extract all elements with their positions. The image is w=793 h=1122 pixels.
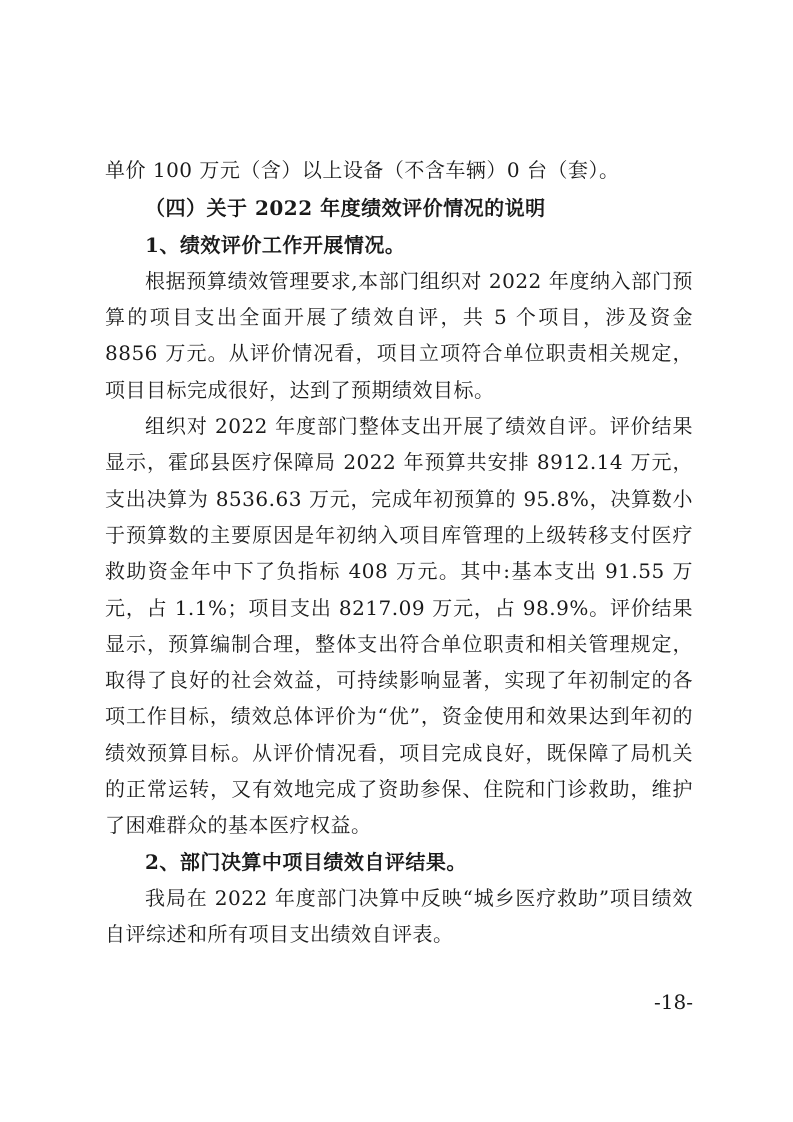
section-heading: （四）关于 2022 年度绩效评价情况的说明 <box>145 196 546 221</box>
paragraph-final-accounts: 我局在 2022 年度部门决算中反映“城乡医疗救助”项目绩效自评综述和所有项目支出绩效自评表。 <box>105 885 693 947</box>
page-number: -18- <box>654 990 693 1014</box>
subheading-self-evaluation-results: 2、部门决算中项目绩效自评结果。 <box>145 849 467 874</box>
paragraph-overall-evaluation: 组织对 2022 年度部门整体支出开展了绩效自评。评价结果显示，霍邱县医疗保障局 2022 年预算共安排 8912.14 万元，支出决算为 8536.63 万元，完成年初预算的 95.8%，决算数小于预算数的主要原因是年初纳入项目库管理的上级转移支付医疗救助资金年中下了负指标 408 万元。其中:基本支出 91.55 万元，占 1.1%；项目支出 8217.09 万元，占 98.9%。评价结果显示，预算编制合理，整体支出符合单位职责和相关管理规定，取得了良好的社会效益，可持续影响显著，实现了年初制定的各项工作目标，绩效总体评价为“优”，资金使用和效果达到年初的绩效预算目标。从评价情况看，项目完成良好，既保障了局机关的正常运转，又有效地完成了资助参保、住院和门诊救助，维护了困难群众的基本医疗权益。 <box>105 414 693 838</box>
document-body <box>105 152 693 953</box>
paragraph-project-evaluation: 根据预算绩效管理要求,本部门组织对 2022 年度纳入部门预算的项目支出全面开展了绩效自评，共 5 个项目，涉及资金 8856 万元。从评价情况看，项目立项符合单位职责相关规定，项目目标完成很好，达到了预期绩效目标。 <box>105 268 693 402</box>
carryover-line: 单价 100 万元（含）以上设备（不含车辆）0 台（套）。 <box>105 158 620 182</box>
subheading-performance-evaluation: 1、绩效评价工作开展情况。 <box>145 232 406 257</box>
